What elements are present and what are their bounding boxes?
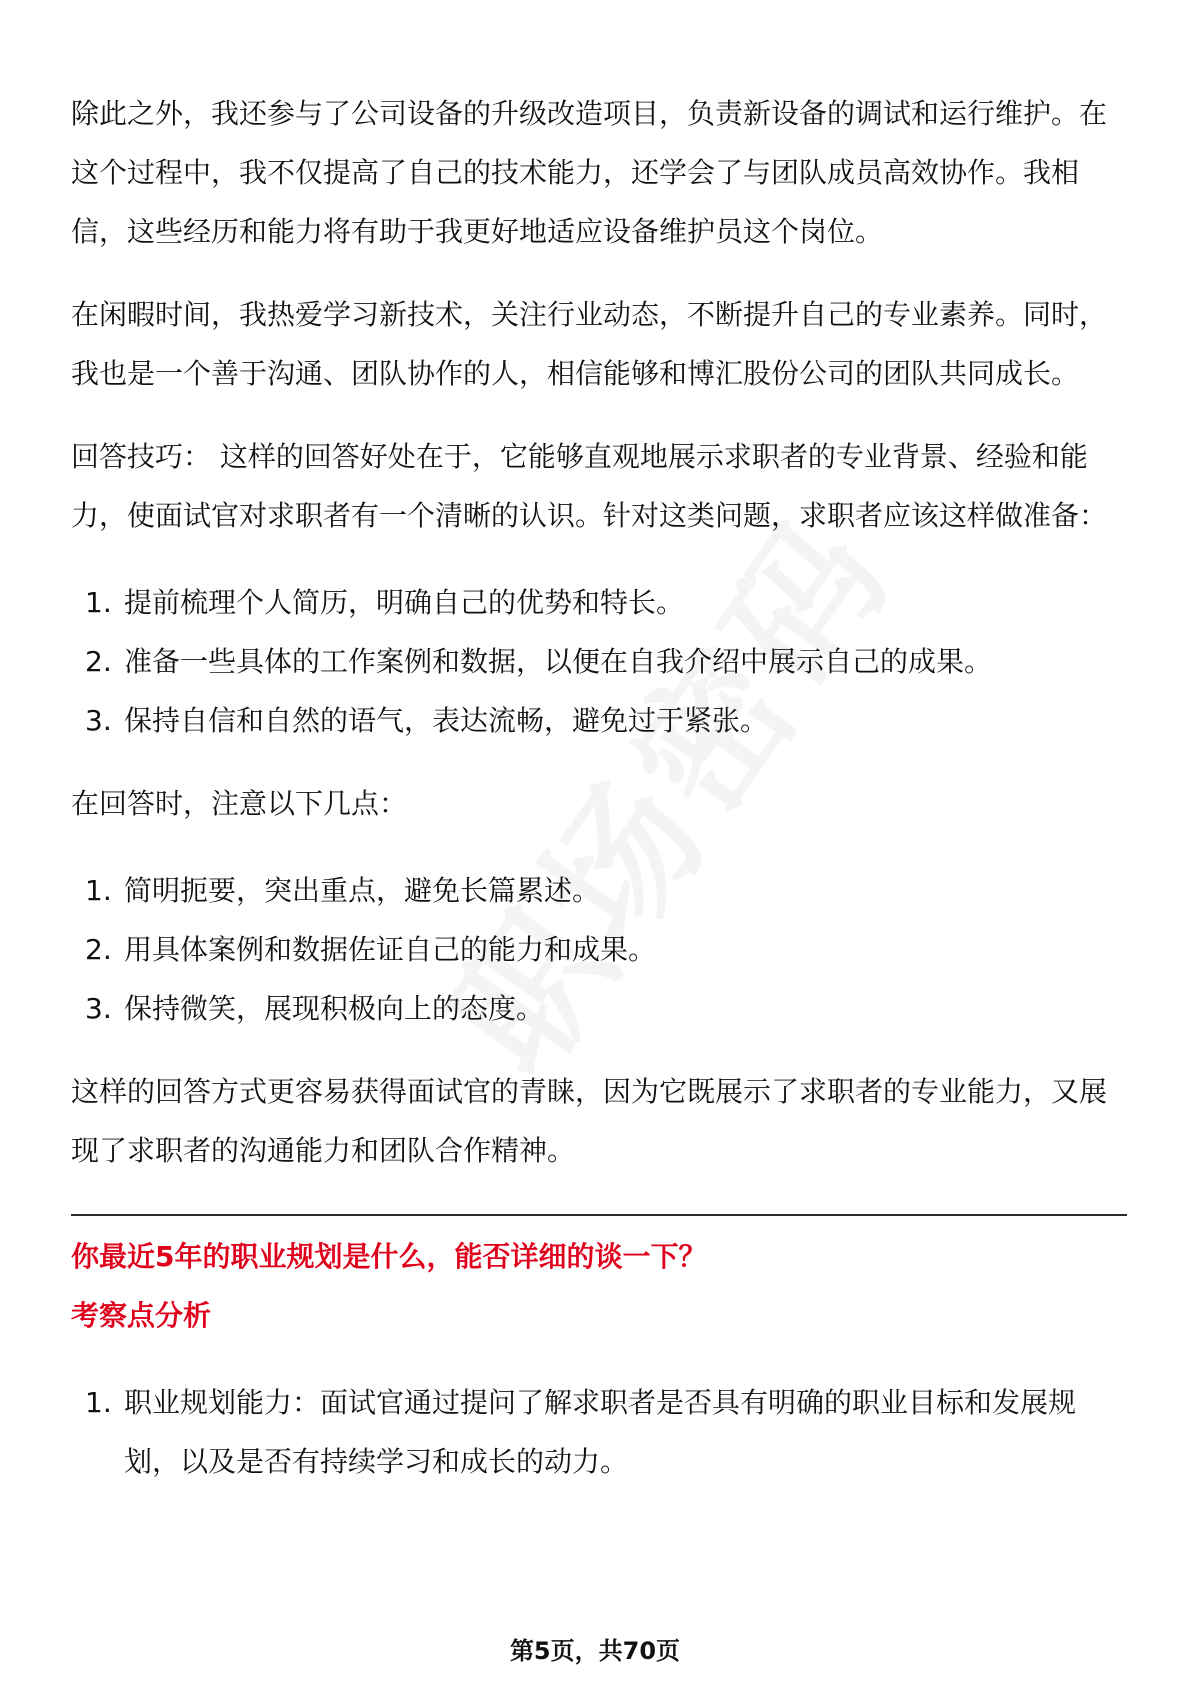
paragraph-answer-notes: 在回答时，注意以下几点：	[71, 787, 408, 820]
list-item-number: 2.	[85, 645, 112, 678]
preparation-list	[71, 573, 1127, 750]
list-item-text: 保持微笑，展现积极向上的态度。	[124, 992, 545, 1025]
list-item-number: 3.	[85, 704, 112, 737]
list-item	[71, 691, 1127, 750]
list-item-number: 3.	[85, 992, 112, 1025]
page-number: 第5页，共70页	[509, 1637, 681, 1665]
list-item-text: 简明扼要，突出重点，避免长篇累述。	[124, 874, 601, 907]
analysis-heading: 考察点分析	[71, 1299, 212, 1332]
list-item-text: 用具体案例和数据佐证自己的能力和成果。	[124, 933, 657, 966]
paragraph-spare-time: 在闲暇时间，我热爱学习新技术，关注行业动态，不断提升自己的专业素养。同时，我也是一个善于沟通、团队协作的人，相信能够和博汇股份公司的团队共同成长。	[71, 298, 1108, 390]
analysis-list	[71, 1373, 1127, 1491]
list-item-text: 准备一些具体的工作案例和数据，以便在自我介绍中展示自己的成果。	[124, 645, 993, 678]
list-item-number: 1.	[85, 874, 112, 907]
list-item	[71, 1373, 1127, 1491]
list-item	[71, 573, 1127, 632]
list-item	[71, 979, 1127, 1038]
paragraph-conclusion: 这样的回答方式更容易获得面试官的青睐，因为它既展示了求职者的专业能力，又展现了求职者的沟通能力和团队合作精神。	[71, 1075, 1108, 1167]
list-item-text: 职业规划能力：面试官通过提问了解求职者是否具有明确的职业目标和发展规划，以及是否有持续学习和成长的动力。	[124, 1386, 1077, 1478]
list-item	[71, 920, 1127, 979]
list-item-text: 保持自信和自然的语气，表达流畅，避免过于紧张。	[124, 704, 769, 737]
list-item-number: 1.	[85, 1386, 112, 1419]
question-title: 你最近5年的职业规划是什么，能否详细的谈一下？	[71, 1240, 707, 1273]
list-item-text: 提前梳理个人简历，明确自己的优势和特长。	[124, 586, 685, 619]
list-item-number: 2.	[85, 933, 112, 966]
list-item	[71, 632, 1127, 691]
page-content	[71, 84, 1127, 1491]
list-item	[71, 861, 1127, 920]
paragraph-project-experience: 除此之外，我还参与了公司设备的升级改造项目，负责新设备的调试和运行维护。在这个过程中，我不仅提高了自己的技术能力，还学会了与团队成员高效协作。我相信，这些经历和能力将有助于我更好地适应设备维护员这个岗位。	[71, 97, 1108, 248]
list-item-number: 1.	[85, 586, 112, 619]
paragraph-answer-tips: 回答技巧： 这样的回答好处在于，它能够直观地展示求职者的专业背景、经验和能力，使面试官对求职者有一个清晰的认识。针对这类问题，求职者应该这样做准备：	[71, 440, 1108, 532]
notes-list	[71, 861, 1127, 1038]
